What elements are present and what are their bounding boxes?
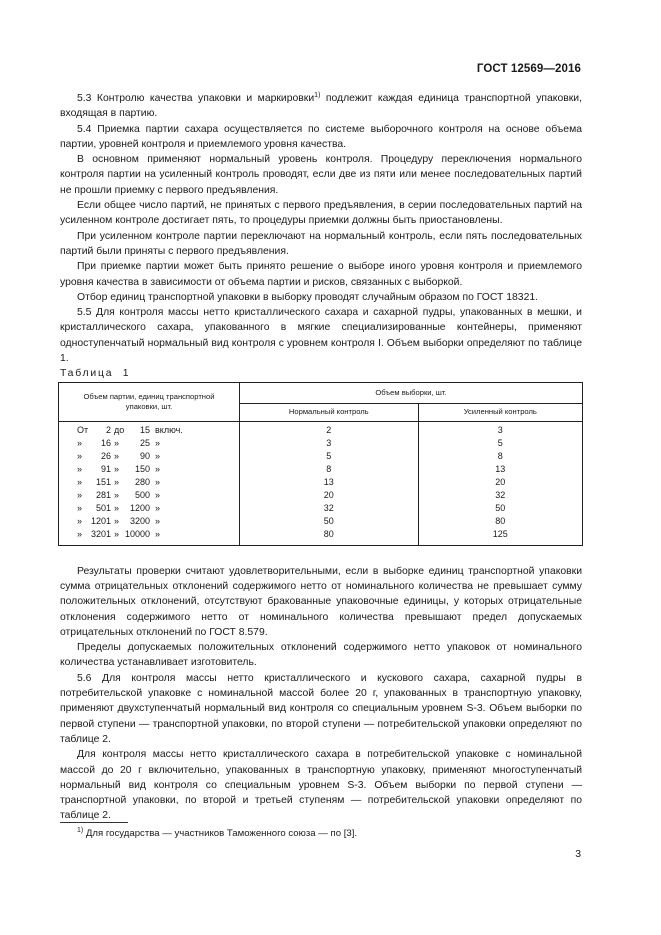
header-tightened-control: Усиленный контроль [418,403,582,421]
footnote-mark: 1) [77,827,84,834]
lot-size-range [59,515,240,528]
header-sample-size: Объем выборки, шт. [240,382,583,403]
range-from: 1201 [90,515,111,526]
range-suffix: » [155,515,161,526]
range-suffix: » [155,502,161,513]
table-row [59,489,583,502]
range-prefix: » [77,515,83,526]
table-row [59,476,583,489]
tightened-control-value: 3 [418,421,582,437]
range-prefix: » [77,528,83,539]
footnote-text: Для государства — участников Таможенного союза — по [3]. [83,828,358,839]
document-body [60,91,582,824]
range-prefix: » [77,463,83,474]
normal-control-value: 20 [240,489,419,502]
table-caption-number: 1 [122,368,129,380]
lot-size-range [59,437,240,450]
normal-control-value: 3 [240,437,419,450]
header-normal-control: Нормальный контроль [240,403,419,421]
range-to: 15 [139,424,150,435]
normal-control-value: 2 [240,421,419,437]
table-row [59,502,583,515]
footnote-reference: 1) [314,92,321,99]
range-from: 281 [95,489,111,500]
range-to: 150 [134,463,150,474]
footnote [77,828,357,839]
paragraph: Для контроля массы нетто кристаллического сахара в потребительской упаковке с номинальной массой до 20 г включительно, упакованных в транспортную упаковку, применяют многоступенчатый нормальный вид контроля со специальным уровнем S-3. Объем выборки по первой ступени — транспортной упаковки, по второй и третьей ступеням — потребительской упаковки определяют по таблице 2. [60,749,582,822]
range-mid: » [114,489,120,500]
paragraph: 5.5 Для контроля массы нетто кристаллического сахара и сахарной пудры, упакованных в мешки, и кристаллического сахара, упакованного в мягкие специализированные контейнеры, применяют одноступенчатый нормальный вид контроля с уровнем контроля I. Объем выборки определяют по таблице 1. [60,307,582,365]
table-caption-word: Таблица [60,368,114,380]
range-from: 151 [95,476,111,487]
range-to: 90 [139,450,150,461]
range-suffix: » [155,476,161,487]
normal-control-value: 5 [240,450,419,463]
table-row [59,528,583,546]
range-prefix: » [77,437,83,448]
normal-control-value: 13 [240,476,419,489]
range-suffix: » [155,437,161,448]
tightened-control-value: 50 [418,502,582,515]
range-mid: » [114,515,120,526]
tightened-control-value: 5 [418,437,582,450]
range-to: 1200 [129,502,150,513]
range-to: 10000 [124,528,150,539]
range-from: 2 [105,424,111,435]
range-mid: » [114,450,120,461]
range-to: 3200 [129,515,150,526]
page-number: 3 [575,849,581,860]
normal-control-value: 8 [240,463,419,476]
range-from: 501 [95,502,111,513]
range-mid: » [114,437,120,448]
tightened-control-value: 125 [418,528,582,546]
range-from: 16 [100,437,111,448]
range-from: 3201 [90,528,111,539]
range-suffix: » [155,528,161,539]
paragraph: 5.6 Для контроля массы нетто кристаллического и кускового сахара, сахарной пудры в потребительской упаковке с номинальной массой более 20 г, упакованных в транспортную упаковку, применяют двухступенчатый нормальный вид контроля со специальным уровнем S-3. Объем выборки по первой ступени — транспортной упаковки, по второй ступени — потребительской упаковки определяют по таблице 2. [60,672,582,745]
table-row [59,463,583,476]
table-row [59,437,583,450]
paragraph: Пределы допускаемых положительных отклонений содержимого нетто упаковок от номинального количества устанавливает изготовитель. [60,642,582,669]
range-mid: » [114,476,120,487]
lot-size-range [59,502,240,515]
range-suffix: » [155,450,161,461]
tightened-control-value: 13 [418,463,582,476]
lot-size-range [59,476,240,489]
range-from: 91 [100,463,111,474]
normal-control-value: 50 [240,515,419,528]
paragraph: Результаты проверки считают удовлетворительными, если в выборке единиц транспортной упаковки сумма отрицательных отклонений содержимого нетто от номинального количества не превышает сумму положительных отклонений, отсутствуют бракованные упаковочные единицы, у которых отрицательные отклонения содержимого нетто от номинального количества превышают предел допускаемых отрицательных отклонений по ГОСТ 8.579. [60,565,582,638]
lot-size-range [59,450,240,463]
range-to: 500 [134,489,150,500]
lot-size-range [59,421,240,437]
range-mid: » [114,463,120,474]
normal-control-value: 32 [240,502,419,515]
paragraph: Если общее число партий, не принятых с первого предъявления, в серии последовательных партий на усиленном контроле достигает пять, то процедуры приемки должны быть приостановлены. [60,200,582,227]
tightened-control-value: 20 [418,476,582,489]
table-row [59,515,583,528]
paragraph: 5.3 Контролю качества упаковки и маркировки$^{1)}$ подлежит каждая единица транспортной упаковки, входящая в партию. [60,92,582,120]
table-row [59,421,583,437]
range-prefix: » [77,476,83,487]
range-prefix: От [77,424,89,435]
range-prefix: » [77,502,83,513]
range-prefix: » [77,450,83,461]
range-from: 26 [100,450,111,461]
table-caption [60,366,582,381]
range-prefix: » [77,489,83,500]
standard-designation: ГОСТ 12569—2016 [476,63,581,75]
range-mid: » [114,502,120,513]
sample-size-table [58,382,583,546]
lot-size-range [59,463,240,476]
range-mid: » [114,528,120,539]
range-suffix: включ. [155,424,183,435]
paragraph: Отбор единиц транспортной упаковки в выборку проводят случайным образом по ГОСТ 18321. [77,291,539,303]
paragraph: 5.4 Приемка партии сахара осуществляется по системе выборочного контроля на основе объема партии, уровней контроля и приемлемого уровня качества. [60,123,582,150]
footnote-separator [60,822,128,823]
range-suffix: » [155,489,161,500]
range-suffix: » [155,463,161,474]
range-to: 25 [139,437,150,448]
tightened-control-value: 32 [418,489,582,502]
normal-control-value: 80 [240,528,419,546]
range-mid: до [114,424,125,435]
paragraph: При усиленном контроле партии переключают на нормальный контроль, если пять последовательных партий были приняты с первого предъявления. [60,230,582,257]
table-row [59,450,583,463]
paragraph: При приемке партии может быть принято решение о выборе иного уровня контроля и приемлемого уровня качества в зависимости от объема партии и рисков, связанных с выборкой. [60,261,582,288]
paragraph: В основном применяют нормальный уровень контроля. Процедуру переключения нормального контроля партии на усиленный контроль проводят, если две из пяти или менее последовательных партий не прошли приемку с первого предъявления. [60,154,582,196]
lot-size-range [59,489,240,502]
range-to: 280 [134,476,150,487]
lot-size-range [59,528,240,546]
header-lot-size: Объем партии, единиц транспортной упаковки, шт. [59,382,240,421]
tightened-control-value: 8 [418,450,582,463]
tightened-control-value: 80 [418,515,582,528]
